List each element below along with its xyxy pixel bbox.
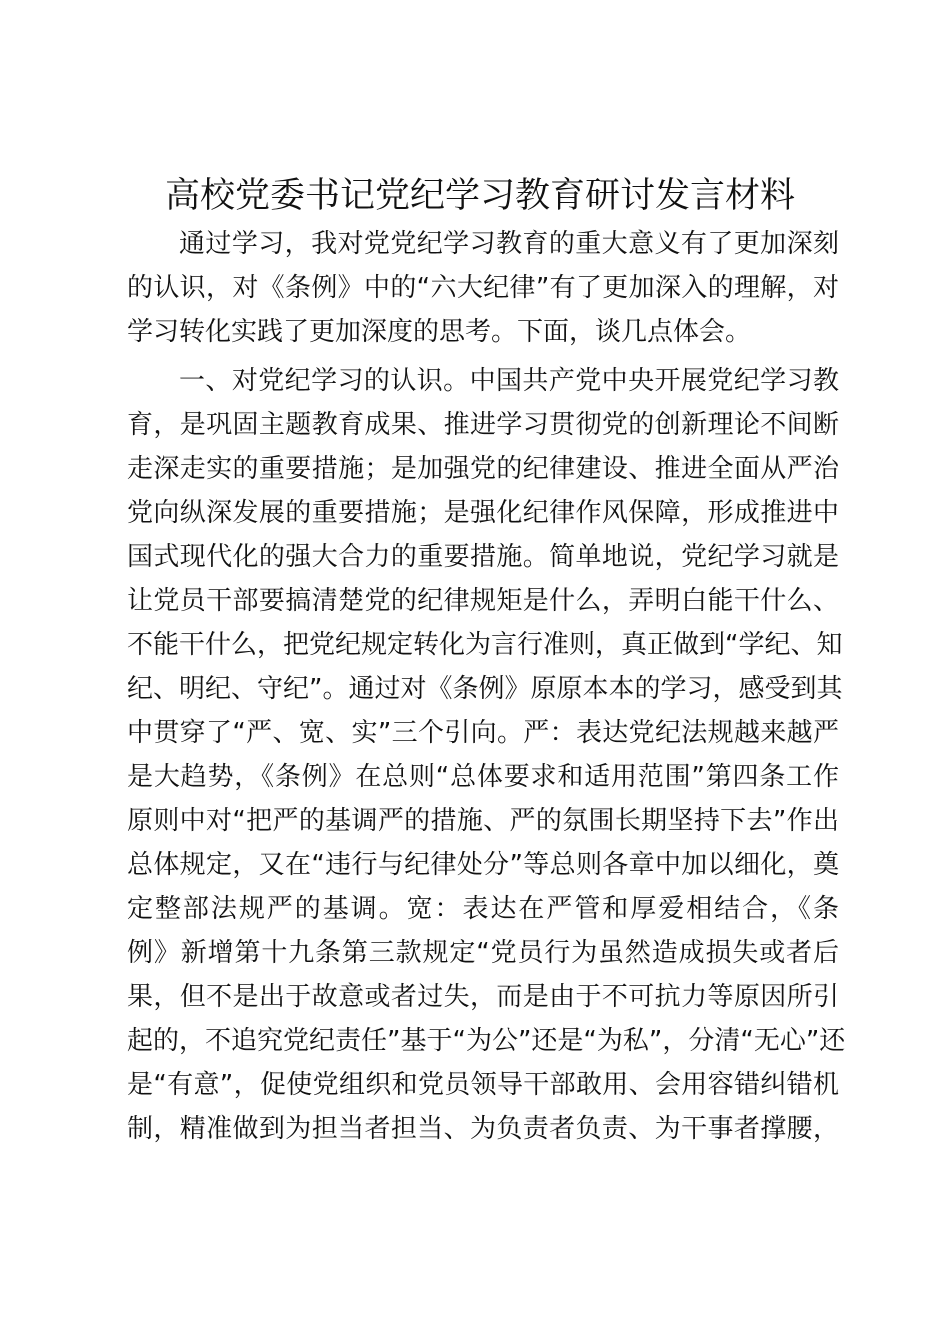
text-line: 总体规定，又在“违行与纪律处分”等总则各章中加以细化，奠 [127, 850, 839, 880]
text-line: 是大趋势，《条例》在总则“总体要求和适用范围”第四条工作 [127, 762, 839, 792]
text-line: 国式现代化的强大合力的重要措施。简单地说，党纪学习就是 [127, 542, 839, 572]
text-line: 中贯穿了“严、宽、实”三个引向。严：表达党纪法规越来越严 [127, 718, 839, 748]
text-line: 通过学习，我对党党纪学习教育的重大意义有了更加深刻 [179, 229, 839, 259]
text-line: 原则中对“把严的基调严的措施、严的氛围长期坚持下去”作出 [127, 806, 839, 836]
text-line: 是“有意”，促使党组织和党员领导干部敢用、会用容错纠错机 [127, 1070, 839, 1100]
text-line: 学习转化实践了更加深度的思考。下面，谈几点体会。 [127, 317, 752, 347]
document-title: 高校党委书记党纪学习教育研讨发言材料 [164, 176, 795, 216]
text-line: 不能干什么，把党纪规定转化为言行准则，真正做到“学纪、知 [127, 630, 843, 660]
text-line: 让党员干部要搞清楚党的纪律规矩是什么，弄明白能干什么、 [127, 586, 839, 616]
text-line: 例》新增第十九条第三款规定“党员行为虽然造成损失或者后 [127, 938, 839, 968]
paragraph-section-one [127, 359, 846, 1151]
text-line: 育，是巩固主题教育成果、推进学习贯彻党的创新理论不间断 [127, 410, 839, 440]
text-line: 果，但不是出于故意或者过失，而是由于不可抗力等原因所引 [127, 982, 839, 1012]
text-line: 起的，不追究党纪责任”基于“为公”还是“为私”，分清“无心”还 [127, 1026, 846, 1056]
text-line: 一、对党纪学习的认识。中国共产党中央开展党纪学习教 [179, 366, 839, 396]
paragraph-intro [127, 222, 839, 354]
text-line: 的认识，对《条例》中的“六大纪律”有了更加深入的理解，对 [127, 273, 839, 303]
text-line: 党向纵深发展的重要措施；是强化纪律作风保障，形成推进中 [127, 498, 839, 528]
text-line: 纪、明纪、守纪”。通过对《条例》原原本本的学习，感受到其 [127, 674, 843, 704]
text-line: 定整部法规严的基调。宽：表达在严管和厚爱相结合，《条 [127, 894, 839, 924]
text-line: 走深走实的重要措施；是加强党的纪律建设、推进全面从严治 [127, 454, 839, 484]
text-line: 制，精准做到为担当者担当、为负责者负责、为干事者撑腰， [127, 1114, 839, 1144]
